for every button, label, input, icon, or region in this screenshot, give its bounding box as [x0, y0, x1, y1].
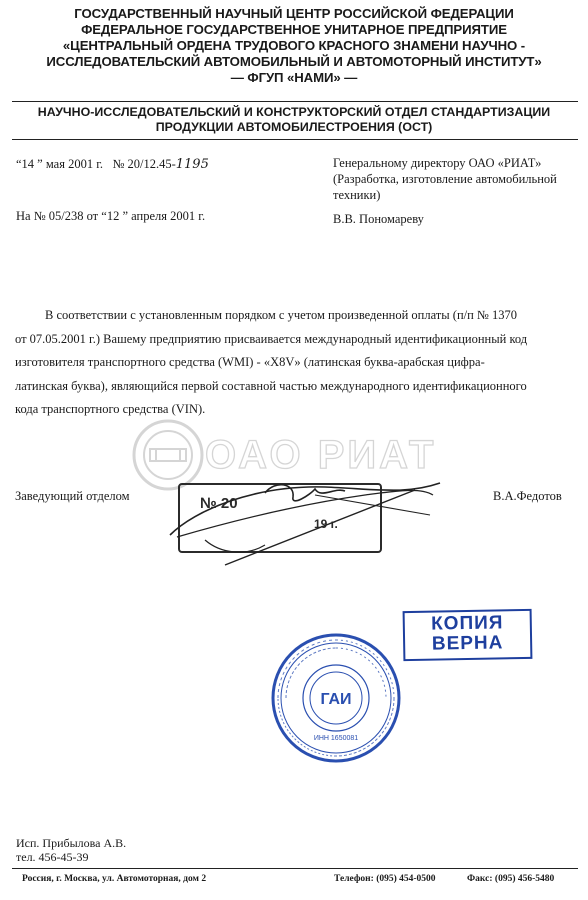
- department-line: НАУЧНО-ИССЛЕДОВАТЕЛЬСКИЙ И КОНСТРУКТОРСКИЙ ОТДЕЛ СТАНДАРТИЗАЦИИ: [37, 105, 551, 119]
- body-line: изготовителя транспортного средства (WMI) - «X8V» (латинская буква-арабская цифра-: [15, 355, 485, 369]
- letter-date-number: [16, 157, 209, 172]
- handwritten-signature: [165, 465, 445, 575]
- letter-body: [15, 304, 580, 422]
- reg-stamp-year: 19 г.: [314, 517, 338, 531]
- body-line: В соответствии с установленным порядком с учетом произведенной оплаты (п/п № 1370: [45, 308, 517, 322]
- copy-stamp-line: ВЕРНА: [431, 632, 504, 655]
- addressee-block: [333, 155, 583, 227]
- letterhead-line: ГОСУДАРСТВЕННЫЙ НАУЧНЫЙ ЦЕНТР РОССИЙСКОЙ ФЕДЕРАЦИИ: [74, 6, 514, 21]
- footer-address: Россия, г. Москва, ул. Автомоторная, дом 2: [22, 874, 207, 884]
- addressee-line: Генеральному директору ОАО «РИАТ»: [333, 156, 542, 170]
- letterhead-line: ФЕДЕРАЛЬНОЕ ГОСУДАРСТВЕННОЕ УНИТАРНОЕ ПРЕДПРИЯТИЕ: [81, 22, 507, 37]
- signatory-name: В.А.Федотов: [493, 489, 562, 503]
- executor-name: Исп. Прибылова А.В.: [16, 836, 127, 850]
- footer-fax: Факс: (095) 456-5480: [467, 874, 555, 884]
- letter-number-handwritten: 1195: [175, 157, 209, 172]
- executor-block: [16, 836, 126, 864]
- department-title: [0, 105, 588, 135]
- reference-line: На № 05/238 от “12 ” апреля 2001 г.: [16, 209, 206, 223]
- seal-center-text: ГАИ: [320, 691, 352, 708]
- body-line: латинская буква), являющийся первой составной частью международного идентификационного: [15, 378, 527, 393]
- letterhead-line: — ФГУП «НАМИ» —: [230, 70, 358, 85]
- reg-stamp-number: № 20: [200, 495, 238, 512]
- body-line: от 07.05.2001 г.) Вашему предприятию присваивается международный идентификационный код: [15, 331, 528, 346]
- seal-inn-text: ИНН 1650081: [313, 735, 359, 742]
- letter-date: “14 ” мая 2001 г.: [16, 157, 104, 171]
- header-rule-top: [12, 101, 578, 102]
- header-rule-bottom: [12, 139, 578, 140]
- addressee-line: (Разработка, изготовление автомобильной: [333, 172, 557, 186]
- letterhead-line: ИССЛЕДОВАТЕЛЬСКИЙ АВТОМОБИЛЬНЫЙ И АВТОМОТОРНЫЙ ИНСТИТУТ»: [46, 54, 542, 69]
- copy-certified-stamp: [403, 609, 533, 661]
- letterhead: [0, 6, 588, 86]
- watermark-text: ОАО РИАТ: [205, 433, 437, 477]
- copy-stamp-line: КОПИЯ: [430, 612, 504, 635]
- addressee-name: В.В. Пономареву: [333, 212, 424, 226]
- executor-phone: тел. 456-45-39: [16, 850, 89, 864]
- body-line: кода транспортного средства (VIN).: [15, 402, 206, 416]
- addressee-line: техники): [333, 188, 381, 202]
- signatory-position: Заведующий отделом: [15, 489, 130, 503]
- letter-number: № 20/12.45-: [112, 157, 176, 171]
- company-seal-icon: [270, 632, 402, 764]
- footer-rule: [12, 868, 578, 869]
- letterhead-line: «ЦЕНТРАЛЬНЫЙ ОРДЕНА ТРУДОВОГО КРАСНОГО ЗНАМЕНИ НАУЧНО -: [62, 38, 526, 53]
- footer-phone: Телефон: (095) 454-0500: [334, 874, 436, 884]
- department-line: ПРОДУКЦИИ АВТОМОБИЛЕСТРОЕНИЯ (ОСТ): [155, 120, 433, 134]
